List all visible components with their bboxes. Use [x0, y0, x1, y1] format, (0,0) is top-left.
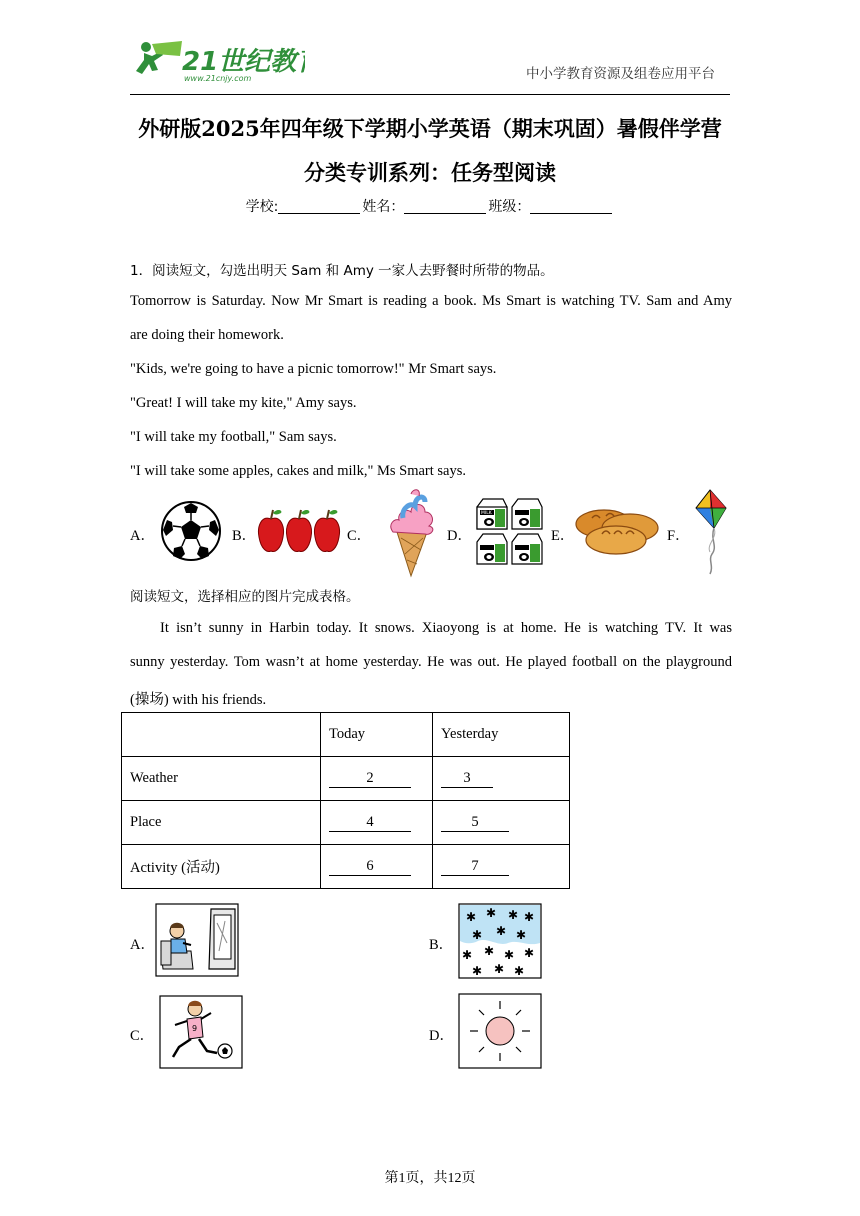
q1-line-6: "I will take some apples, cakes and milk," Ms Smart says. [130, 463, 467, 479]
q2-passage-1: It isn’t sunny in Harbin today. It snows. Xiaoyong is at home. He is watching TV. It was [160, 620, 732, 636]
table-header-yesterday: Yesterday [433, 713, 570, 757]
answer-cell[interactable] [321, 801, 433, 845]
snowflakes-icon [458, 903, 542, 984]
student-info [0, 196, 860, 216]
page-subtitle: 分类专训系列：任务型阅读 [304, 160, 556, 185]
answer-blank-5[interactable]: 5 [441, 814, 509, 832]
q1-option-e-label[interactable]: E． [551, 528, 575, 544]
answer-cell[interactable] [433, 801, 570, 845]
q1-option-a-label[interactable]: A． [130, 528, 155, 544]
svg-text:✱: ✱ [494, 962, 505, 976]
answer-cell[interactable] [321, 845, 433, 889]
q1-line-4: "Great! I will take my kite," Amy says. [130, 395, 357, 411]
q1-option-b-label[interactable]: B． [232, 528, 257, 544]
class-field[interactable] [530, 199, 612, 214]
answer-cell[interactable] [433, 845, 570, 889]
answer-table [121, 712, 570, 889]
class-label: 班级： [488, 199, 531, 215]
logo-text: 21世纪教 [182, 47, 297, 77]
milk-cartons-icon [475, 497, 545, 570]
table-header-today: Today [321, 713, 433, 757]
answer-blank-6[interactable]: 6 [329, 858, 411, 876]
svg-text:✱: ✱ [466, 910, 477, 924]
answer-blank-2[interactable]: 2 [329, 770, 411, 788]
q1-line-5: "I will take my football," Sam says. [130, 429, 337, 445]
apples-icon [257, 507, 341, 560]
svg-text:9: 9 [192, 1024, 198, 1033]
svg-text:✱: ✱ [516, 928, 527, 942]
name-field[interactable] [404, 199, 486, 214]
logo-url: www.21cnjy.com [184, 74, 252, 83]
svg-text:✱: ✱ [524, 946, 535, 960]
table-header-cell [122, 713, 321, 757]
q2-passage-2: sunny yesterday. Tom wasn’t at home yesterday. He was out. He played football on the playground [130, 654, 732, 670]
svg-text:✱: ✱ [462, 948, 473, 962]
row-label-activity: Activity (活动) [122, 845, 321, 889]
answer-cell[interactable] [321, 757, 433, 801]
row-label-place: Place [122, 801, 321, 845]
page-title: 外研版2025年四年级下学期小学英语（期末巩固）暑假伴学营 [138, 116, 722, 141]
svg-text:MILK: MILK [481, 511, 492, 516]
q1-option-f-label[interactable]: F． [667, 528, 690, 544]
row-label-weather: Weather [122, 757, 321, 801]
platform-name: 中小学教育资源及组卷应用平台 [526, 66, 715, 82]
answer-blank-4[interactable]: 4 [329, 814, 411, 832]
school-field[interactable] [278, 199, 360, 214]
q2-option-a-label[interactable]: A． [130, 937, 155, 953]
svg-text:✱: ✱ [472, 964, 483, 978]
q1-line-2: are doing their homework. [130, 327, 284, 343]
sun-icon [458, 993, 542, 1074]
page-number: 第1页，共12页 [384, 1171, 476, 1186]
q1-line-3: "Kids, we're going to have a picnic tomorrow!" Mr Smart says. [130, 361, 497, 377]
bread-icon [574, 504, 660, 561]
svg-text:✱: ✱ [486, 906, 497, 920]
boy-playing-football-icon [159, 995, 243, 1074]
table-row [122, 845, 570, 889]
kite-icon [692, 488, 728, 581]
name-label: 姓名： [362, 199, 405, 215]
q2-option-b-label[interactable]: B． [429, 937, 454, 953]
football-icon [160, 500, 222, 567]
ice-cream-icon [385, 488, 439, 583]
q2-passage-3: (操场) with his friends. [130, 692, 267, 708]
q1-line-1: Tomorrow is Saturday. Now Mr Smart is reading a book. Ms Smart is watching TV. Sam and Amy [130, 293, 732, 309]
site-logo [130, 38, 305, 84]
answer-cell[interactable] [433, 757, 570, 801]
school-label: 学校: [245, 199, 279, 215]
q2-option-c-label[interactable]: C． [130, 1028, 155, 1044]
svg-text:✱: ✱ [472, 928, 483, 942]
svg-text:✱: ✱ [484, 944, 495, 958]
header-divider [130, 94, 730, 95]
svg-text:✱: ✱ [508, 908, 519, 922]
q1-instruction: 1．阅读短文，勾选出明天 Sam 和 Amy 一家人去野餐时所带的物品。 [130, 263, 554, 279]
svg-text:✱: ✱ [496, 924, 507, 938]
q1-option-d-label[interactable]: D． [447, 528, 472, 544]
q2-option-d-label[interactable]: D． [429, 1028, 454, 1044]
svg-text:✱: ✱ [504, 948, 515, 962]
answer-blank-7[interactable]: 7 [441, 858, 509, 876]
table-row [122, 801, 570, 845]
svg-text:✱: ✱ [514, 964, 525, 978]
q2-instruction: 阅读短文，选择相应的图片完成表格。 [130, 589, 360, 605]
svg-text:✱: ✱ [524, 910, 535, 924]
answer-blank-3[interactable]: 3 [441, 770, 493, 788]
table-header-row [122, 713, 570, 757]
boy-watching-tv-icon [155, 903, 239, 982]
table-row [122, 757, 570, 801]
q1-option-c-label[interactable]: C． [347, 528, 372, 544]
